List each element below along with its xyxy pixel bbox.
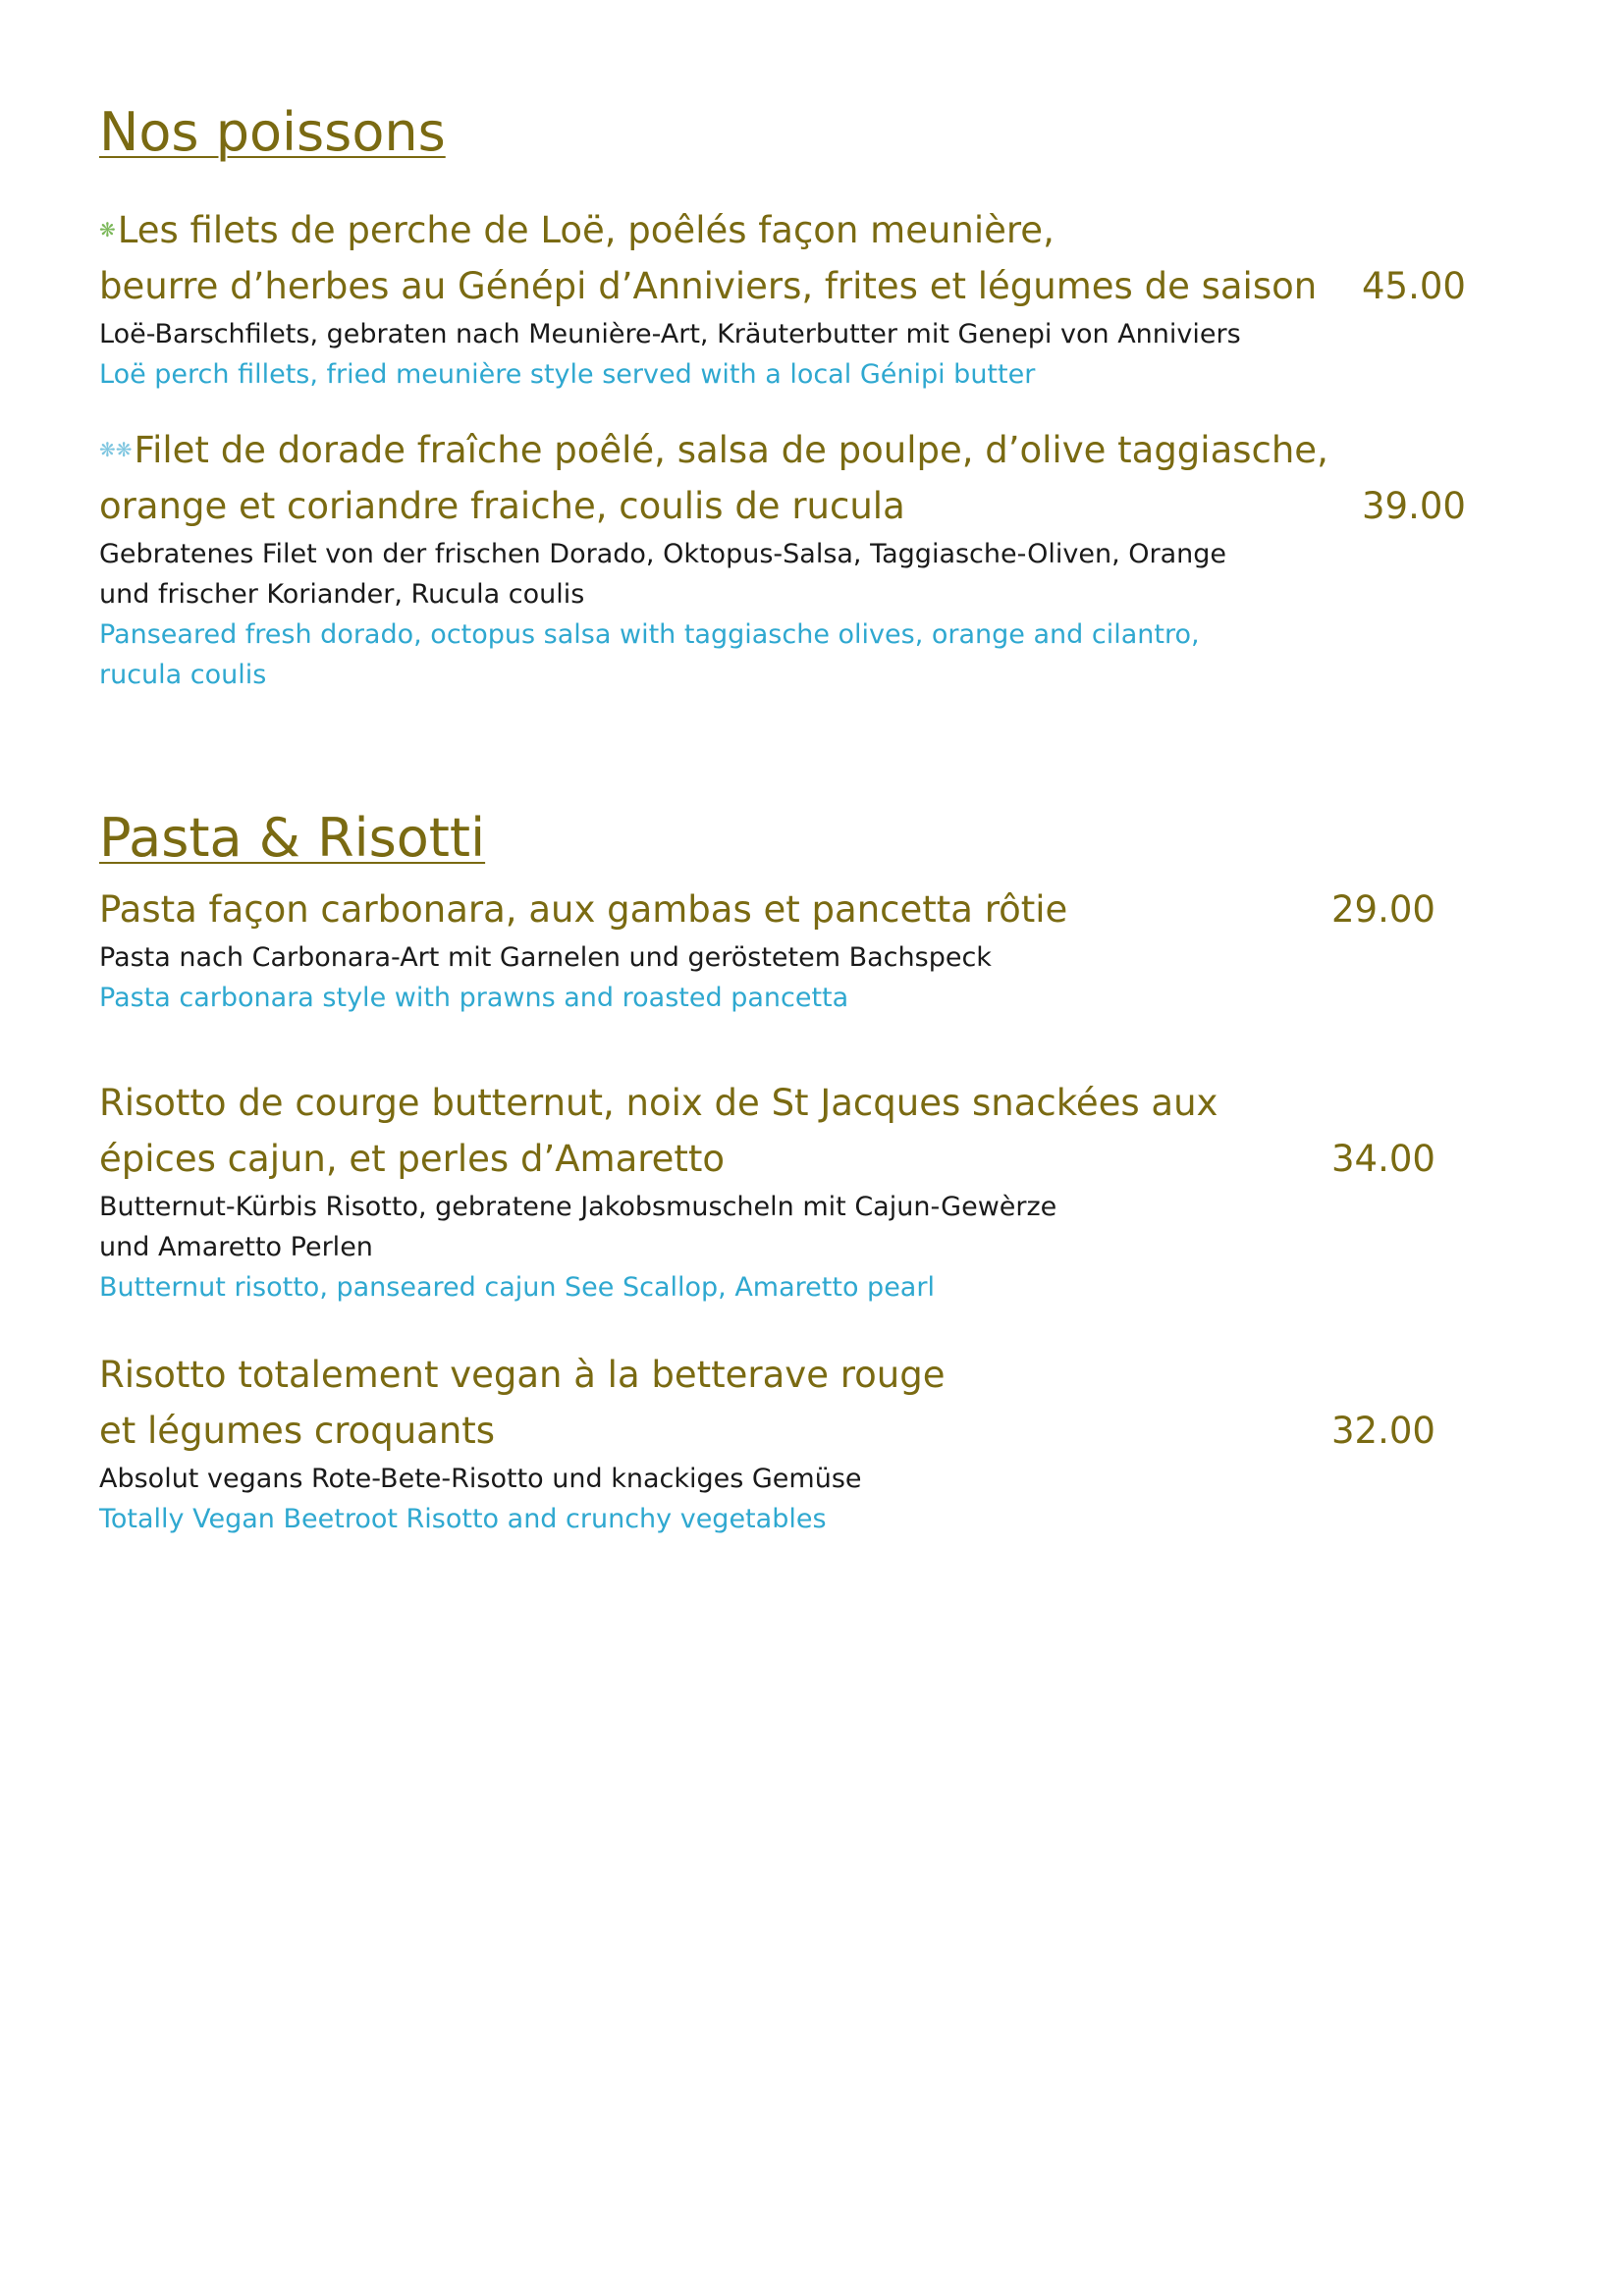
specialty-mark-icon: ❋❋ bbox=[99, 438, 133, 461]
dish-german: und frischer Koriander, Rucula coulis bbox=[99, 579, 585, 610]
dish-german: Pasta nach Carbonara-Art mit Garnelen und geröstetem Bachspeck bbox=[99, 942, 992, 973]
dish-price: 39.00 bbox=[1362, 485, 1466, 527]
dish-german: Gebratenes Filet von der frischen Dorado, Oktopus-Salsa, Taggiasche-Oliven, Orange bbox=[99, 539, 1227, 569]
dish-name-line: ❋❋Filet de dorade fraîche poêlé, salsa de poulpe, d’olive taggiasche, bbox=[99, 422, 1493, 478]
dish-price: 45.00 bbox=[1362, 265, 1466, 307]
dish-dorade bbox=[99, 422, 1493, 695]
specialty-mark-icon: ❋ bbox=[99, 218, 116, 241]
dish-name-line: ❋Les filets de perche de Loë, poêlés façon meunière, bbox=[99, 202, 1493, 258]
dish-name-line: épices cajun, et perles d’Amaretto bbox=[99, 1138, 726, 1180]
dish-german: und Amaretto Perlen bbox=[99, 1232, 373, 1262]
dish-name-line: Risotto totalement vegan à la betterave rouge bbox=[99, 1354, 946, 1396]
dish-risotto-vegan bbox=[99, 1347, 1493, 1539]
dish-name-line: Pasta façon carbonara, aux gambas et pancetta rôtie bbox=[99, 888, 1068, 931]
dish-german: Butternut-Kürbis Risotto, gebratene Jakobsmuscheln mit Cajun-Gewèrze bbox=[99, 1192, 1057, 1222]
dish-perch bbox=[99, 202, 1493, 395]
dish-name-line: et légumes croquants bbox=[99, 1410, 496, 1452]
dish-price: 29.00 bbox=[1331, 888, 1435, 931]
dish-name-line: Risotto de courge butternut, noix de St Jacques snackées aux bbox=[99, 1082, 1218, 1124]
dish-german: Loë-Barschfilets, gebraten nach Meunière-Art, Kräuterbutter mit Genepi von Anniviers bbox=[99, 319, 1241, 349]
dish-price: 32.00 bbox=[1331, 1410, 1435, 1452]
section-title-pasta: Pasta & Risotti bbox=[99, 807, 486, 869]
dish-name-line: beurre d’herbes au Génépi d’Anniviers, frites et légumes de saison bbox=[99, 265, 1318, 307]
dish-german: Absolut vegans Rote-Bete-Risotto und knackiges Gemüse bbox=[99, 1464, 862, 1494]
dish-english: Totally Vegan Beetroot Risotto and crunchy vegetables bbox=[99, 1504, 827, 1534]
dish-price: 34.00 bbox=[1331, 1138, 1435, 1180]
dish-english: Butternut risotto, panseared cajun See Scallop, Amaretto pearl bbox=[99, 1272, 935, 1303]
dish-english: rucula coulis bbox=[99, 660, 267, 690]
dish-carbonara bbox=[99, 881, 1493, 1018]
dish-english: Panseared fresh dorado, octopus salsa with taggiasche olives, orange and cilantro, bbox=[99, 619, 1200, 650]
dish-english: Loë perch fillets, fried meunière style served with a local Génipi butter bbox=[99, 359, 1036, 390]
dish-name-line: orange et coriandre fraiche, coulis de rucula bbox=[99, 485, 905, 527]
section-title-poissons: Nos poissons bbox=[99, 101, 446, 163]
dish-english: Pasta carbonara style with prawns and roasted pancetta bbox=[99, 983, 849, 1013]
dish-risotto-butternut bbox=[99, 1075, 1493, 1308]
